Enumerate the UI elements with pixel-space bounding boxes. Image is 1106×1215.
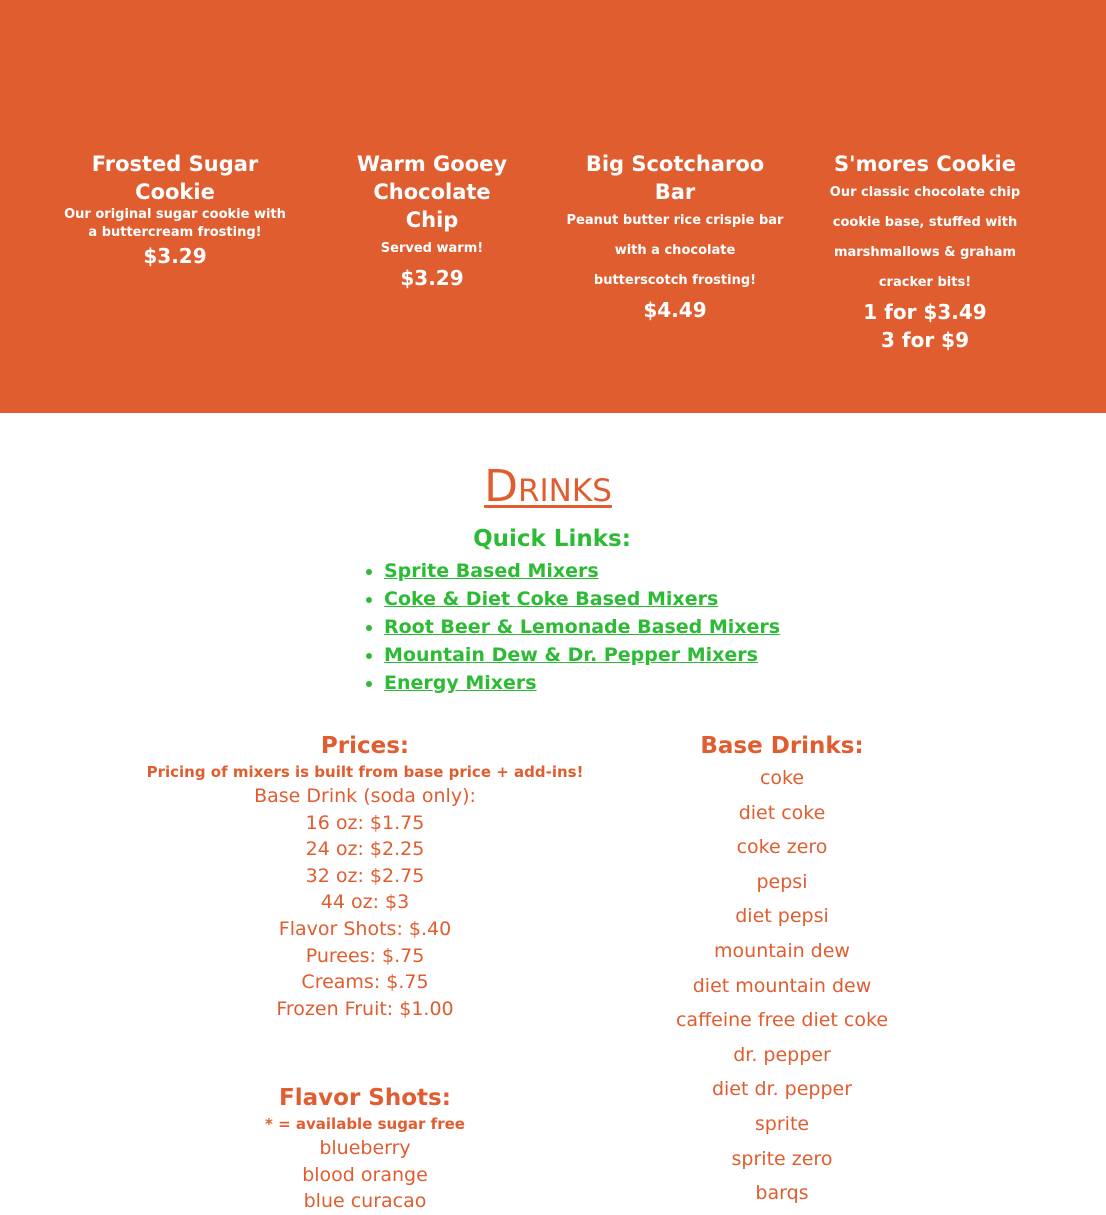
- price-line: 24 oz: $2.25: [305, 838, 425, 861]
- cookie-item-smores: [812, 150, 1038, 354]
- list-item: [384, 585, 780, 613]
- base-drink-item: mountain dew: [714, 939, 850, 962]
- quick-link-root-beer-mixers[interactable]: Root Beer & Lemonade Based Mixers: [384, 616, 781, 638]
- base-drink-item: coke zero: [736, 836, 828, 859]
- cookie-name: Warm Gooey Chocolate Chip: [356, 152, 508, 232]
- cookie-item-frosted-sugar: [62, 150, 288, 270]
- base-drink-item: barqs: [755, 1182, 809, 1205]
- base-drink-item: diet pepsi: [735, 905, 829, 928]
- prices-heading: Prices:: [320, 733, 410, 759]
- base-drink-item: caffeine free diet coke: [675, 1009, 889, 1032]
- quick-links-list: [366, 557, 780, 697]
- list-item: [384, 613, 780, 641]
- flavor-shots-heading: Flavor Shots:: [279, 1085, 451, 1111]
- list-item: [384, 641, 780, 669]
- price-line: Flavor Shots: $.40: [278, 917, 452, 940]
- cookie-item-chocolate-chip: [344, 150, 520, 292]
- quick-link-mountain-dew-mixers[interactable]: Mountain Dew & Dr. Pepper Mixers: [384, 644, 758, 666]
- quick-link-coke-mixers[interactable]: Coke & Diet Coke Based Mixers: [384, 588, 719, 610]
- price-line: Frozen Fruit: $1.00: [276, 997, 454, 1020]
- base-drink-item: sprite: [754, 1112, 810, 1135]
- flavor-shot-item: blood orange: [302, 1163, 428, 1186]
- price-line: 44 oz: $3: [320, 891, 410, 914]
- flavor-shot-item: blue curacao: [303, 1190, 427, 1213]
- cookie-name: S'mores Cookie: [834, 152, 1016, 176]
- price-line: 16 oz: $1.75: [305, 811, 425, 834]
- flavor-shots-note: * = available sugar free: [265, 1115, 465, 1133]
- cookie-description: Served warm!: [380, 241, 484, 256]
- base-drinks-section: [630, 731, 934, 1211]
- base-drink-item: diet dr. pepper: [711, 1078, 853, 1101]
- base-drinks-heading: Base Drinks:: [700, 733, 864, 759]
- list-item: [384, 557, 780, 585]
- base-drink-item: diet coke: [738, 801, 826, 824]
- cookie-price: $3.29: [400, 266, 464, 290]
- quick-link-energy-mixers[interactable]: Energy Mixers: [384, 672, 537, 694]
- cookie-description: Our original sugar cookie with a buttercream frosting!: [64, 207, 286, 240]
- drinks-heading: Drinks: [484, 461, 612, 512]
- base-drink-item: dr. pepper: [733, 1043, 831, 1066]
- price-line: Creams: $.75: [301, 971, 429, 994]
- base-drink-item: coke: [759, 767, 805, 789]
- price-line: Purees: $.75: [305, 944, 425, 967]
- cookie-section: [0, 0, 1106, 413]
- cookie-name: Big Scotcharoo Bar: [585, 152, 765, 204]
- cookie-price: $3.29: [143, 244, 207, 268]
- flavor-shot-item: blueberry: [319, 1137, 411, 1159]
- cookie-price: $4.49: [643, 298, 707, 322]
- flavor-shots-section: [140, 1083, 590, 1215]
- cookie-name: Frosted Sugar Cookie: [91, 152, 259, 204]
- quick-links-heading: Quick Links:: [473, 526, 631, 552]
- cookie-item-scotcharoo: [566, 150, 784, 324]
- base-drink-item: sprite zero: [731, 1147, 833, 1170]
- price-line: 32 oz: $2.75: [305, 864, 425, 887]
- prices-section: [140, 731, 590, 1022]
- prices-note: Pricing of mixers is built from base price + add-ins!: [146, 763, 584, 781]
- price-line: Base Drink (soda only):: [254, 785, 476, 807]
- cookie-price: 1 for $3.49: [863, 300, 987, 324]
- base-drink-item: diet mountain dew: [692, 974, 872, 997]
- quick-link-sprite-mixers[interactable]: Sprite Based Mixers: [384, 560, 599, 582]
- cookie-description: Peanut butter rice crispie bar with a chocolate butterscotch frosting!: [566, 213, 784, 288]
- cookie-price: 3 for $9: [881, 328, 969, 352]
- list-item: [384, 669, 780, 697]
- base-drink-item: pepsi: [756, 870, 808, 893]
- cookie-description: Our classic chocolate chip cookie base, stuffed with marshmallows & graham cracker bits!: [829, 185, 1021, 290]
